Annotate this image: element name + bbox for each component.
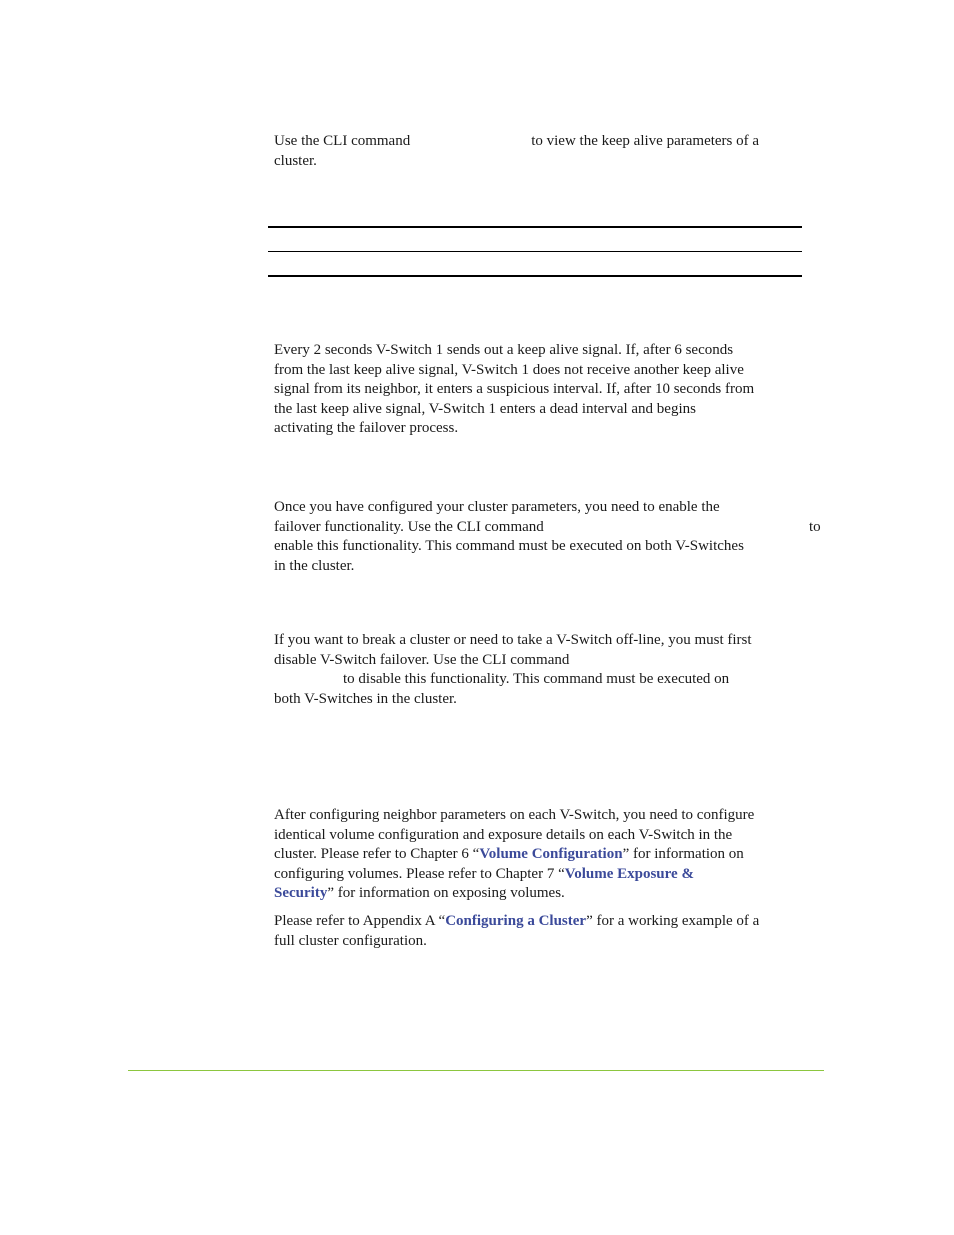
appendix-line-1 xyxy=(274,912,830,932)
disable-line-4: both V-Switches in the cluster. xyxy=(274,690,457,707)
table-top-rule xyxy=(268,226,802,228)
appendix-paragraph xyxy=(274,912,830,951)
volume-line-1: After configuring neighbor parameters on each V-Switch, you need to configure xyxy=(274,807,755,823)
disable-line-2: disable V-Switch failover. Use the CLI command xyxy=(274,651,570,668)
keep-alive-line-3: signal from its neighbor, it enters a suspicious interval. If, after 10 seconds from xyxy=(274,381,755,398)
appendix-line-2: full cluster configuration. xyxy=(274,932,427,949)
intro-line-2: cluster. xyxy=(274,152,317,169)
footer-divider xyxy=(128,1070,824,1071)
volume-line-3-end: ” for information on xyxy=(622,846,744,863)
table-bottom-rule xyxy=(268,275,802,277)
enable-line-2-end: to xyxy=(809,518,821,535)
volume-exposure-link[interactable]: Volume Exposure & xyxy=(564,865,694,882)
keep-alive-line-5: activating the failover process. xyxy=(274,420,459,437)
enable-line-4: in the cluster. xyxy=(274,557,355,574)
table-middle-rule xyxy=(268,251,802,252)
configuring-cluster-link[interactable]: Configuring a Cluster xyxy=(445,913,587,929)
intro-text-start: Use the CLI command xyxy=(274,133,411,149)
keep-alive-line-2: from the last keep alive signal, V-Switch 1 does not receive another keep alive xyxy=(274,361,744,378)
keep-alive-line-4: the last keep alive signal, V-Switch 1 enters a dead interval and begins xyxy=(274,400,696,417)
disable-line-3-text: to disable this functionality. This command must be executed on xyxy=(343,671,730,688)
volume-line-4 xyxy=(274,865,830,885)
volume-line-2: identical volume configuration and exposure details on each V-Switch in the xyxy=(274,826,733,843)
enable-line-1: Once you have configured your cluster parameters, you need to enable the xyxy=(274,499,720,515)
enable-line-2 xyxy=(274,518,830,538)
volume-line-5 xyxy=(274,884,830,904)
intro-paragraph xyxy=(274,132,830,171)
volume-line-4-start: configuring volumes. Please refer to Chapter 7 “ xyxy=(274,865,565,882)
volume-configuration-link[interactable]: Volume Configuration xyxy=(479,846,623,863)
disable-line-1: If you want to break a cluster or need to take a V-Switch off-line, you must first xyxy=(274,632,752,648)
appendix-line-1-end: ” for a working example of a xyxy=(586,913,760,929)
disable-failover-paragraph xyxy=(274,631,830,709)
volume-line-5-end: ” for information on exposing volumes. xyxy=(327,885,565,902)
keep-alive-paragraph xyxy=(274,341,830,439)
volume-line-3 xyxy=(274,845,830,865)
enable-failover-paragraph xyxy=(274,498,830,576)
security-link[interactable]: Security xyxy=(274,885,328,902)
intro-text-end: to view the keep alive parameters of a xyxy=(531,133,760,149)
volume-config-paragraph xyxy=(274,806,830,904)
disable-line-3 xyxy=(274,670,830,690)
keep-alive-line-1: Every 2 seconds V-Switch 1 sends out a keep alive signal. If, after 6 seconds xyxy=(274,342,734,358)
appendix-line-1-start: Please refer to Appendix A “ xyxy=(274,913,446,929)
volume-line-3-start: cluster. Please refer to Chapter 6 “ xyxy=(274,846,480,863)
enable-line-2-text: failover functionality. Use the CLI command xyxy=(274,518,544,535)
enable-line-3: enable this functionality. This command must be executed on both V-Switches xyxy=(274,538,744,555)
